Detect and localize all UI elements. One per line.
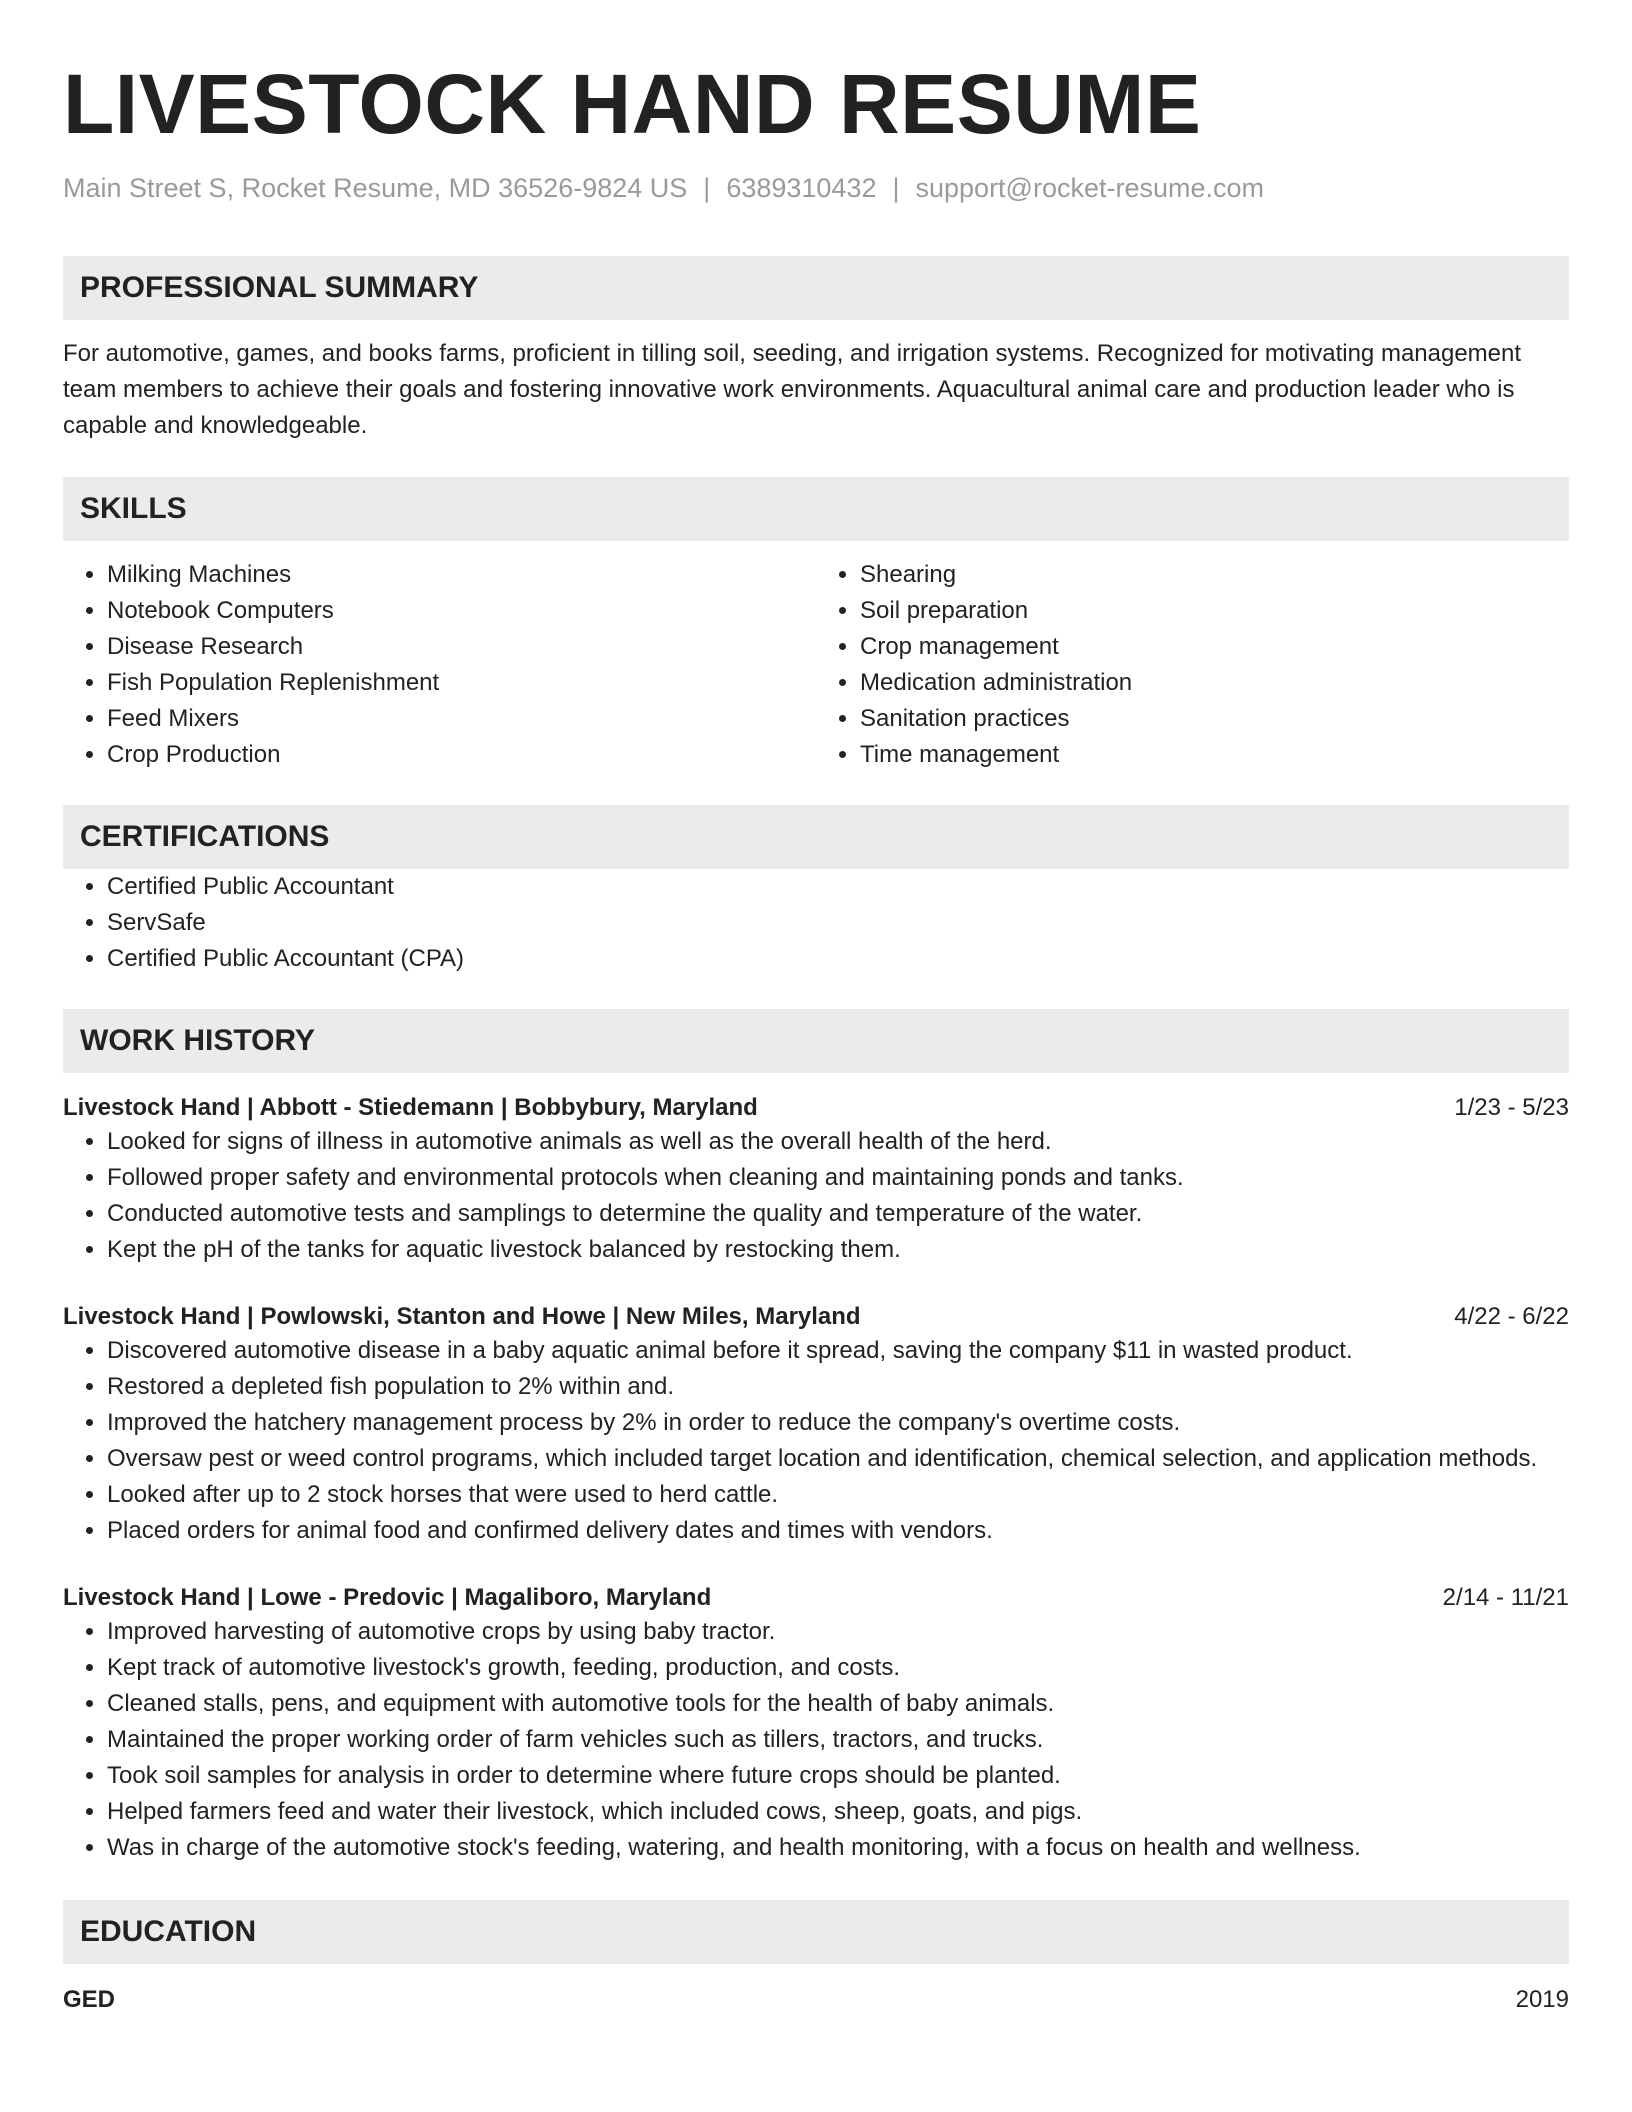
skill-item: • Time management (860, 737, 1569, 773)
job-header (63, 1582, 1569, 1614)
job-duty: • Helped farmers feed and water their livestock, which included cows, sheep, goats, and pigs. (107, 1794, 1569, 1830)
skill-item: • Milking Machines (107, 557, 816, 593)
job-duty: • Looked for signs of illness in automotive animals as well as the overall health of the herd. (107, 1124, 1569, 1160)
summary-text: For automotive, games, and books farms, proficient in tilling soil, seeding, and irrigation systems. Recognized for motivating management team members to achieve their goals and fostering innovative work environments. Aquacultural animal care and production leader who is capable and knowledgeable. (63, 340, 1522, 439)
skill-item: • Crop Production (107, 737, 816, 773)
skills-list-right (816, 557, 1569, 773)
job-header (63, 1301, 1569, 1333)
job-duty: • Improved the hatchery management process by 2% in order to reduce the company's overtime costs. (107, 1405, 1569, 1441)
job-title: Livestock Hand | Abbott - Stiedemann | Bobbybury, Maryland (63, 1094, 758, 1121)
summary-heading: PROFESSIONAL SUMMARY (63, 256, 1569, 320)
contact-separator: | (703, 173, 711, 203)
skills-column-right (816, 557, 1569, 773)
certifications-heading: CERTIFICATIONS (63, 805, 1569, 869)
skills-column-left (63, 557, 816, 773)
job-duty: • Cleaned stalls, pens, and equipment with automotive tools for the health of baby animals. (107, 1686, 1569, 1722)
work-history-heading: WORK HISTORY (63, 1009, 1569, 1073)
job-duty: • Was in charge of the automotive stock's feeding, watering, and health monitoring, with a focus on health and wellness. (107, 1830, 1569, 1866)
contact-line (63, 172, 1569, 204)
certification-item: • ServSafe (107, 905, 1569, 941)
job-duty: • Discovered automotive disease in a baby aquatic animal before it spread, saving the company $11 in wasted product. (107, 1333, 1569, 1369)
contact-address: Main Street S, Rocket Resume, MD 36526-9824 US (63, 173, 688, 203)
skill-item: • Shearing (860, 557, 1569, 593)
job-duty: • Followed proper safety and environmental protocols when cleaning and maintaining ponds and tanks. (107, 1160, 1569, 1196)
skill-item: • Crop management (860, 629, 1569, 665)
job-duty: • Maintained the proper working order of farm vehicles such as tillers, tractors, and trucks. (107, 1722, 1569, 1758)
education-entry (63, 1984, 1569, 2016)
job-duty: • Improved harvesting of automotive crops by using baby tractor. (107, 1614, 1569, 1650)
education-year: 2019 (1515, 1986, 1569, 2013)
skills-list-left (63, 557, 816, 773)
contact-email: support@rocket-resume.com (915, 173, 1265, 203)
job-title: Livestock Hand | Powlowski, Stanton and Howe | New Miles, Maryland (63, 1303, 861, 1330)
job-duty: • Conducted automotive tests and samplings to determine the quality and temperature of the water. (107, 1196, 1569, 1232)
skill-item: • Disease Research (107, 629, 816, 665)
skill-item: • Soil preparation (860, 593, 1569, 629)
job-dates: 1/23 - 5/23 (1454, 1094, 1569, 1121)
skill-item: • Fish Population Replenishment (107, 665, 816, 701)
contact-separator: | (892, 173, 900, 203)
resume-title: LIVESTOCK HAND RESUME (63, 57, 1202, 151)
job-title: Livestock Hand | Lowe - Predovic | Magaliboro, Maryland (63, 1584, 712, 1611)
certification-item: • Certified Public Accountant (107, 869, 1569, 905)
skills-heading: SKILLS (63, 477, 1569, 541)
job-duties-list (63, 1333, 1569, 1549)
job-header (63, 1092, 1569, 1124)
job-duty: • Placed orders for animal food and confirmed delivery dates and times with vendors. (107, 1513, 1569, 1549)
job-duty: • Oversaw pest or weed control programs, which included target location and identification, chemical selection, and application methods. (107, 1441, 1569, 1477)
skills-grid (63, 557, 1569, 773)
education-heading: EDUCATION (63, 1900, 1569, 1964)
certifications-list (63, 869, 1569, 977)
job-duty: • Kept the pH of the tanks for aquatic livestock balanced by restocking them. (107, 1232, 1569, 1268)
job-dates: 4/22 - 6/22 (1454, 1303, 1569, 1330)
job-duties-list (63, 1614, 1569, 1866)
job-entry (63, 1301, 1569, 1549)
job-duty: • Restored a depleted fish population to 2% within and. (107, 1369, 1569, 1405)
skill-item: • Feed Mixers (107, 701, 816, 737)
skill-item: • Sanitation practices (860, 701, 1569, 737)
job-dates: 2/14 - 11/21 (1442, 1584, 1569, 1611)
job-duty: • Looked after up to 2 stock horses that were used to herd cattle. (107, 1477, 1569, 1513)
job-duties-list (63, 1124, 1569, 1268)
skill-item: • Medication administration (860, 665, 1569, 701)
job-duty: • Kept track of automotive livestock's growth, feeding, production, and costs. (107, 1650, 1569, 1686)
job-duty: • Took soil samples for analysis in order to determine where future crops should be planted. (107, 1758, 1569, 1794)
skill-item: • Notebook Computers (107, 593, 816, 629)
job-entry (63, 1582, 1569, 1866)
job-entry (63, 1092, 1569, 1268)
contact-phone: 6389310432 (726, 173, 877, 203)
certification-item: • Certified Public Accountant (CPA) (107, 941, 1569, 977)
education-degree: GED (63, 1986, 116, 2013)
